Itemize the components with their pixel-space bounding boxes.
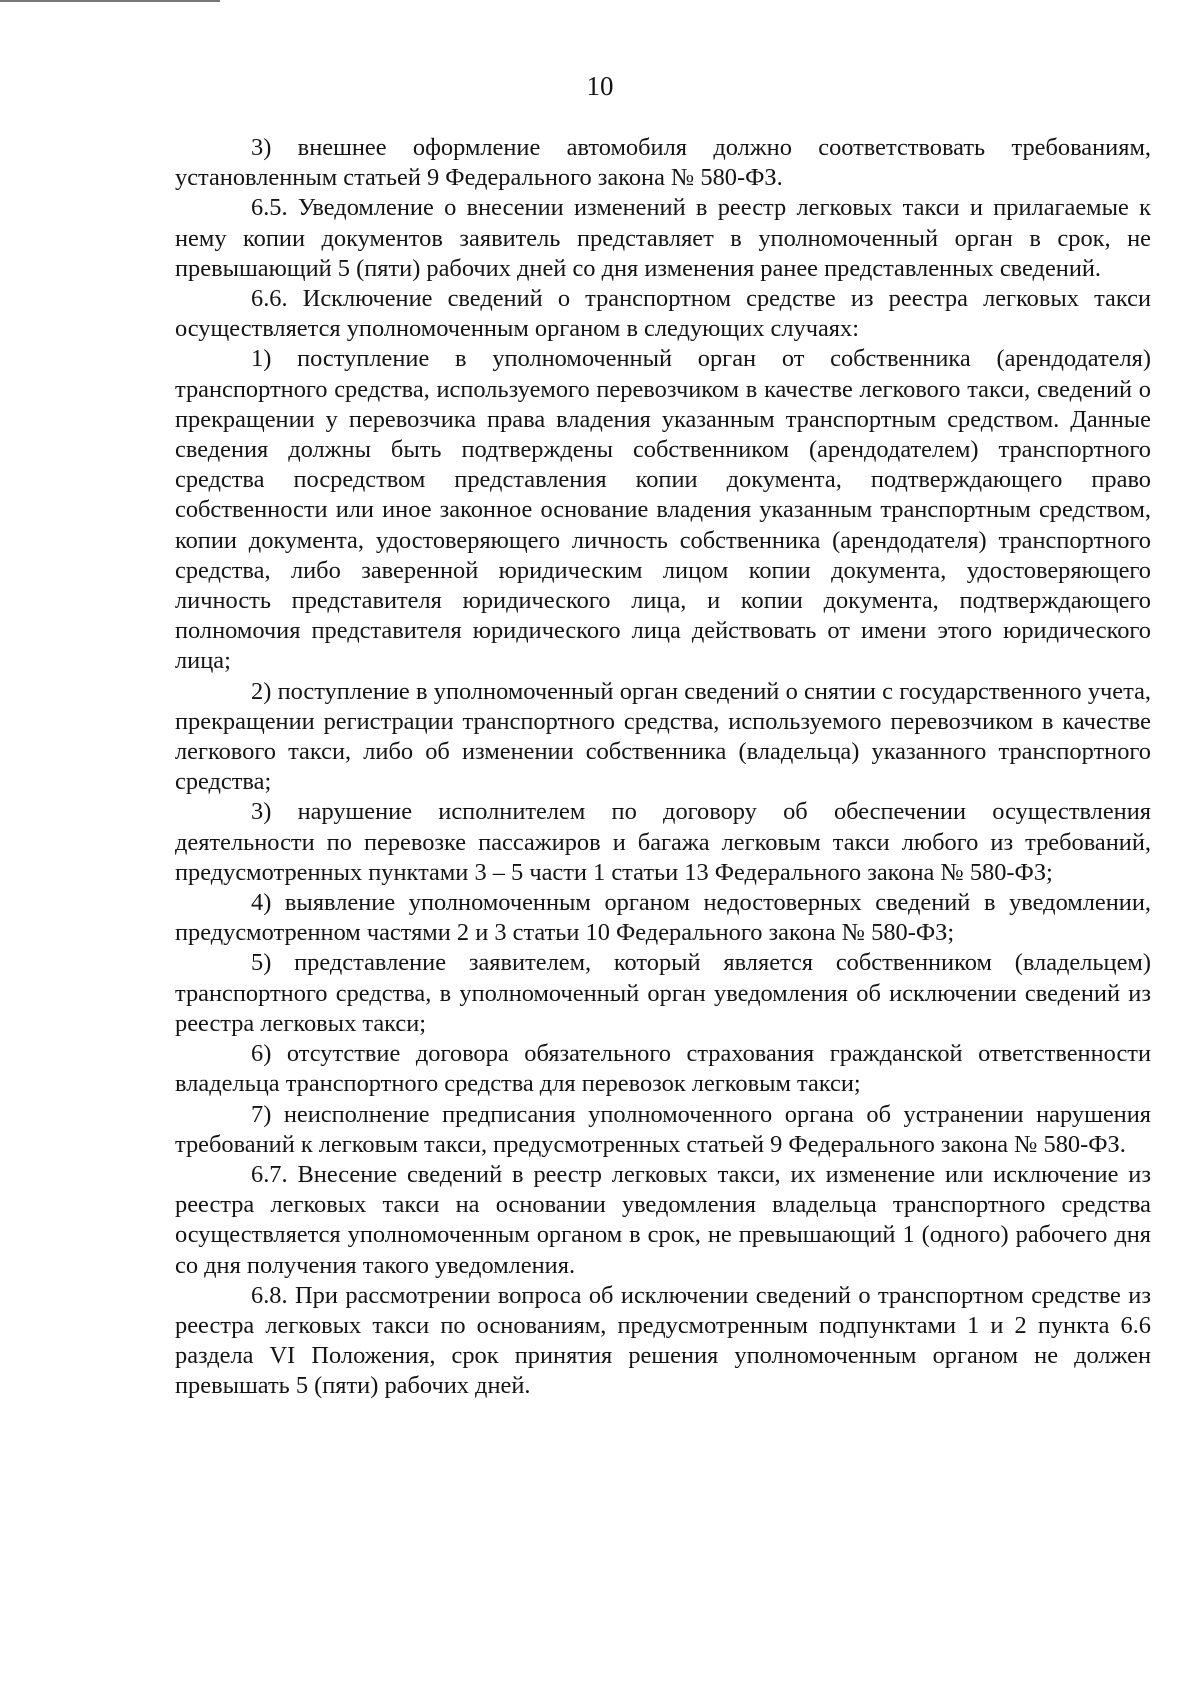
paragraph-6-6-item-7: 7) неисполнение предписания уполномоченного органа об устранении нарушения требований к легковым такси, предусмотренных статьей 9 Федерального закона № 580-ФЗ. xyxy=(175,1100,1151,1158)
paragraph-6-6-item-4: 4) выявление уполномоченным органом недостоверных сведений в уведомлении, предусмотренном частями 2 и 3 статьи 10 Федерального закона № 580-ФЗ; xyxy=(175,889,1151,947)
paragraph-6-5: 6.5. Уведомление о внесении изменений в реестр легковых такси и прилагаемые к нему копии документов заявитель представляет в уполномоченный орган в срок, не превышающий 5 (пяти) рабочих дней со дня изменения ранее представленных сведений. xyxy=(175,194,1151,282)
document-body xyxy=(175,133,1151,1402)
paragraph-item-3-exterior: 3) внешнее оформление автомобиля должно соответствовать требованиям, установленным статьей 9 Федерального закона № 580-ФЗ. xyxy=(175,134,1151,192)
paragraph-6-6-item-5: 5) представление заявителем, который является собственником (владельцем) транспортного средства, в уполномоченный орган уведомления об исключении сведений из реестра легковых такси; xyxy=(175,949,1151,1037)
paragraph-6-8: 6.8. При рассмотрении вопроса об исключении сведений о транспортном средстве из реестра легковых такси по основаниям, предусмотренным подпунктами 1 и 2 пункта 6.6 раздела VI Положения, срок принятия решения уполномоченным органом не должен превышать 5 (пяти) рабочих дней. xyxy=(175,1281,1151,1400)
paragraph-6-6-item-3: 3) нарушение исполнителем по договору об обеспечении осуществления деятельности по перевозке пассажиров и багажа легковым такси любого из требований, предусмотренных пунктами 3 – 5 части 1 статьи 13 Федерального закона № 580-ФЗ; xyxy=(175,798,1151,886)
paragraph-6-6-item-6: 6) отсутствие договора обязательного страхования гражданской ответственности владельца транспортного средства для перевозок легковым такси; xyxy=(175,1040,1151,1098)
scan-edge-line xyxy=(0,0,220,2)
paragraph-6-6-item-2: 2) поступление в уполномоченный орган сведений о снятии с государственного учета, прекращении регистрации транспортного средства, используемого перевозчиком в качестве легкового такси, либо об изменении собственника (владельца) указанного транспортного средства; xyxy=(175,677,1151,796)
paragraph-6-6-item-1: 1) поступление в уполномоченный орган от собственника (арендодателя) транспортного средства, используемого перевозчиком в качестве легкового такси, сведений о прекращении у перевозчика права владения указанным транспортным средством. Данные сведения должны быть подтверждены собственником (арендодателем) транспортного средства посредством представления копии документа, подтверждающего право собственности или иное законное основание владения указанным транспортным средством, копии документа, удостоверяющего личность собственника (арендодателя) транспортного средства, либо заверенной юридическим лицом копии документа, удостоверяющего личность представителя юридического лица, и копии документа, подтверждающего полномочия представителя юридического лица действовать от имени этого юридического лица; xyxy=(175,345,1151,675)
paragraph-6-6: 6.6. Исключение сведений о транспортном средстве из реестра легковых такси осуществляется уполномоченным органом в следующих случаях: xyxy=(175,285,1151,343)
page-number: 10 xyxy=(586,71,614,101)
paragraph-6-7: 6.7. Внесение сведений в реестр легковых такси, их изменение или исключение из реестра легковых такси на основании уведомления владельца транспортного средства осуществляется уполномоченным органом в срок, не превышающий 1 (одного) рабочего дня со дня получения такого уведомления. xyxy=(175,1160,1151,1279)
